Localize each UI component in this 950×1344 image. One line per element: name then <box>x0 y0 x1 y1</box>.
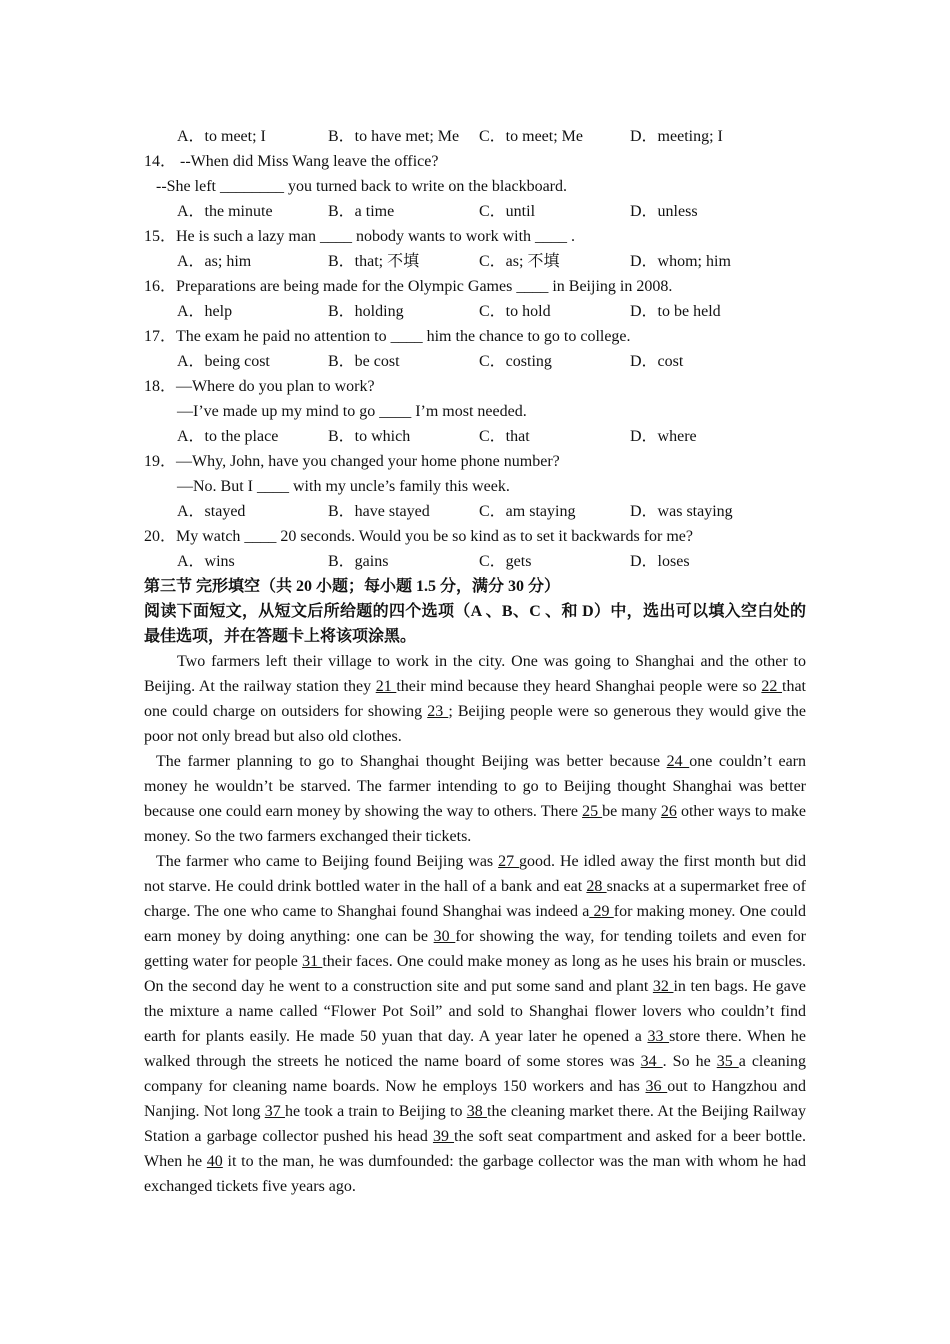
blank-37: 37 <box>264 1103 286 1120</box>
q18-option-d: D．where <box>630 428 697 445</box>
passage-text: he took a train to Beijing to <box>285 1103 467 1120</box>
blank-21: 21 <box>375 678 397 695</box>
q19-option-c: C．am staying <box>479 503 576 520</box>
q15-options <box>144 249 806 274</box>
q20-stem: 20．My watch ____ 20 seconds. Would you be so kind as to set it backwards for me? <box>144 528 693 545</box>
q17-option-a: A．being cost <box>177 353 270 370</box>
blank-28: 28 <box>586 878 607 895</box>
section-instruction: 阅读下面短文，从短文后所给题的四个选项（A 、B、C 、和 D）中，选出可以填入空白处的最佳选项，并在答题卡上将该项涂黑。 <box>144 603 806 645</box>
section-title: 第三节 完形填空（共 20 小题；每小题 1.5 分，满分 30 分） <box>144 578 561 595</box>
passage-text: their mind because they heard Shanghai people were so <box>396 678 762 695</box>
q16-options <box>144 299 806 324</box>
q16-option-a: A．help <box>177 303 233 320</box>
blank-23: 23 <box>427 703 449 720</box>
passage-text: for making money. One could earn money by doing anything: one can be <box>144 903 807 945</box>
q15-option-a: A．as; him <box>177 253 252 270</box>
passage-text: ; Beijing people were so generous they would give the poor not only bread but also old clothes. <box>144 703 806 745</box>
q17-options <box>144 349 806 374</box>
passage-text: good. He idled away the first month but did not starve. He could drink bottled water in the hall of a bank and eat <box>144 853 807 895</box>
q18-option-c: C．that <box>479 428 530 445</box>
q18-line2: —I’ve made up my mind to go ____ I’m most needed. <box>177 403 527 420</box>
blank-26: 26 <box>660 803 677 820</box>
passage-text: Two farmers left their village to work in the city. One was going to Shanghai and the other to Beijing. At the railway station they <box>144 653 806 695</box>
blank-30: 30 <box>433 928 456 945</box>
blank-40: 40 <box>206 1153 223 1170</box>
q13-option-b: B．to have met; Me <box>328 128 460 145</box>
blank-36: 36 <box>645 1078 668 1095</box>
q14-line2: --She left ________ you turned back to write on the blackboard. <box>156 178 567 195</box>
passage-text: be many <box>602 803 661 820</box>
q19-option-d: D．was staying <box>630 503 733 520</box>
q15-option-c: C．as; 不填 <box>479 253 560 270</box>
q14-option-c: C．until <box>479 203 536 220</box>
blank-38: 38 <box>466 1103 488 1120</box>
passage-text: the cleaning market there. At the Beijing Railway Station a garbage collector pushed his head <box>144 1103 807 1145</box>
passage-text: the soft seat compartment and asked for a beer bottle. When he <box>144 1128 807 1170</box>
passage-text: a cleaning company for cleaning name boards. Now he employs 150 workers and has <box>144 1053 807 1095</box>
q16-option-d: D．to be held <box>630 303 721 320</box>
q18-options <box>144 424 806 449</box>
q19-stem: 19．—Why, John, have you changed your home phone number? <box>144 453 560 470</box>
q14-options <box>144 199 806 224</box>
passage-paragraph-2 <box>144 749 806 849</box>
passage-text: store there. When he walked through the streets he noticed the name board of some stores was <box>144 1028 806 1070</box>
passage-text: one couldn’t earn money he wouldn’t be starved. The farmer intending to go to Beijing thought Shanghai was better because one could earn money by showing the way to others. There <box>144 753 807 820</box>
blank-35: 35 <box>716 1053 739 1070</box>
q16-option-b: B．holding <box>328 303 404 320</box>
q14-stem: 14． --When did Miss Wang leave the office? <box>144 153 439 170</box>
passage-text: The farmer planning to go to Shanghai thought Beijing was better because <box>156 753 667 770</box>
q17-stem: 17．The exam he paid no attention to ____ him the chance to go to college. <box>144 328 631 345</box>
passage-text: in ten bags. He gave the mixture a name called “Flower Pot Soil” and sold to Shanghai flower lovers who couldn’t find earth for plants easily. He made 50 yuan that day. A year later he opened a <box>144 978 807 1045</box>
q19-options <box>144 499 806 524</box>
q17-option-d: D．cost <box>630 353 684 370</box>
q16-stem: 16．Preparations are being made for the Olympic Games ____ in Beijing in 2008. <box>144 278 673 295</box>
passage-text: for showing the way, for tending toilets and even for getting water for people <box>144 928 807 970</box>
q19-line2: —No. But I ____ with my uncle’s family this week. <box>177 478 510 495</box>
q17-option-c: C．costing <box>479 353 552 370</box>
q13-option-c: C．to meet; Me <box>479 128 583 145</box>
passage-paragraph-3 <box>144 849 806 1199</box>
q20-option-a: A．wins <box>177 553 235 570</box>
q18-stem: 18．—Where do you plan to work? <box>144 378 375 395</box>
q20-options <box>144 549 806 574</box>
passage-text: The farmer who came to Beijing found Beijing was <box>156 853 499 870</box>
q14-option-d: D．unless <box>630 203 698 220</box>
q13-option-a: A．to meet; I <box>177 128 266 145</box>
q20-option-b: B．gains <box>328 553 389 570</box>
q19-option-a: A．stayed <box>177 503 246 520</box>
blank-31: 31 <box>302 953 323 970</box>
q14-option-a: A．the minute <box>177 203 273 220</box>
q15-option-d: D．whom; him <box>630 253 731 270</box>
passage-text: that one could charge on outsiders for showing <box>144 678 806 720</box>
blank-27: 27 <box>498 853 520 870</box>
q19-option-b: B．have stayed <box>328 503 430 520</box>
q17-option-b: B．be cost <box>328 353 400 370</box>
blank-33: 33 <box>647 1028 670 1045</box>
passage-text: other ways to make money. So the two farmers exchanged their tickets. <box>144 803 806 845</box>
passage-text: it to the man, he was dumfounded: the garbage collector was the man with whom he had exchanged tickets five years ago. <box>144 1153 806 1195</box>
q13-options <box>144 124 806 149</box>
passage-text: their faces. One could make money as long as he uses his brain or muscles. On the second day he went to a construction site and put some sand and plant <box>144 953 806 995</box>
blank-24: 24 <box>666 753 690 770</box>
blank-25: 25 <box>582 803 603 820</box>
q18-option-a: A．to the place <box>177 428 279 445</box>
exam-page <box>144 124 806 1199</box>
passage-text: snacks at a supermarket free of charge. The one who came to Shanghai found Shanghai was indeed a <box>144 878 806 920</box>
q15-option-b: B．that; 不填 <box>328 253 420 270</box>
q16-option-c: C．to hold <box>479 303 551 320</box>
q14-option-b: B．a time <box>328 203 395 220</box>
q20-option-c: C．gets <box>479 553 532 570</box>
passage-paragraph-1 <box>144 649 806 749</box>
q20-option-d: D．loses <box>630 553 690 570</box>
q15-stem: 15．He is such a lazy man ____ nobody wants to work with ____ . <box>144 228 576 245</box>
passage-text: . So he <box>662 1053 717 1070</box>
q18-option-b: B．to which <box>328 428 411 445</box>
blank-22: 22 <box>761 678 782 695</box>
blank-32: 32 <box>652 978 674 995</box>
passage-text: out to Hangzhou and Nanjing. Not long <box>144 1078 807 1120</box>
blank-34: 34 <box>640 1053 663 1070</box>
blank-39: 39 <box>432 1128 455 1145</box>
q13-option-d: D．meeting; I <box>630 128 723 145</box>
blank-29: 29 <box>589 903 614 920</box>
